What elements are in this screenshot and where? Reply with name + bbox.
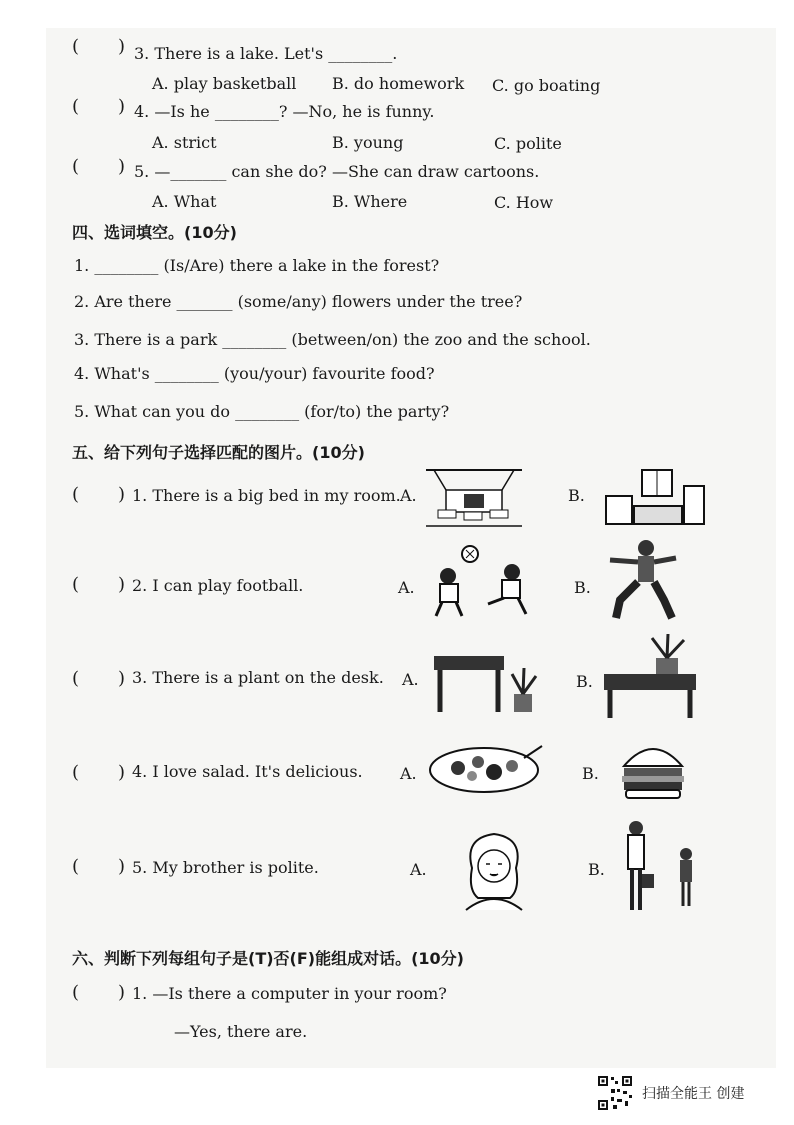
option-b: B. do homework — [332, 74, 465, 93]
fill-blank-item: 2. Are there _______ (some/any) flowers under the tree? — [74, 292, 523, 311]
choice-a-label: A. — [402, 670, 419, 689]
answer-bracket-open[interactable]: ( — [72, 762, 80, 783]
option-a: A. strict — [152, 133, 217, 152]
answer-bracket-open[interactable]: ( — [72, 36, 80, 57]
option-c: C. polite — [494, 134, 562, 153]
question-text: 4. —Is he ________? —No, he is funny. — [134, 102, 435, 121]
choice-b-label: B. — [576, 672, 593, 691]
match-sentence: 3. There is a plant on the desk. — [132, 668, 384, 687]
option-b: B. young — [332, 133, 404, 152]
man-and-boy-picture[interactable] — [616, 818, 712, 912]
answer-bracket-open[interactable]: ( — [72, 156, 80, 177]
answer-bracket-close: ) — [118, 762, 126, 783]
fill-blank-item: 4. What's ________ (you/your) favourite food? — [74, 364, 435, 383]
match-sentence: 5. My brother is polite. — [132, 858, 319, 877]
match-sentence: 2. I can play football. — [132, 576, 304, 595]
match-sentence: 1. There is a big bed in my room. — [132, 486, 401, 505]
plant-beside-desk-picture[interactable] — [432, 650, 542, 716]
answer-bracket-open[interactable]: ( — [72, 96, 80, 117]
hamburger-picture[interactable] — [620, 738, 686, 800]
choice-a-label: A. — [410, 860, 427, 879]
choice-a-label: A. — [398, 578, 415, 597]
answer-bracket-open[interactable]: ( — [72, 856, 80, 877]
answer-bracket-close: ) — [118, 668, 126, 689]
answer-bracket-open[interactable]: ( — [72, 982, 80, 1003]
section-5-heading: 五、给下列句子选择匹配的图片。(10分) — [72, 443, 365, 462]
answer-bracket-close: ) — [118, 574, 126, 595]
answer-bracket-close: ) — [118, 96, 126, 117]
fill-blank-item: 5. What can you do ________ (for/to) the party? — [74, 402, 450, 421]
question-text: 3. There is a lake. Let's ________. — [134, 44, 398, 63]
plant-on-desk-picture[interactable] — [602, 632, 698, 720]
salad-picture[interactable] — [428, 742, 544, 794]
question-text: 5. —_______ can she do? —She can draw cartoons. — [134, 162, 540, 181]
answer-bracket-open[interactable]: ( — [72, 484, 80, 505]
kungfu-man-picture[interactable] — [606, 538, 678, 622]
fill-blank-item: 3. There is a park ________ (between/on) the zoo and the school. — [74, 330, 591, 349]
answer-bracket-open[interactable]: ( — [72, 668, 80, 689]
answer-bracket-close: ) — [118, 36, 126, 57]
bedroom-picture[interactable] — [604, 466, 706, 528]
girl-picture[interactable] — [456, 828, 532, 912]
choice-b-label: B. — [588, 860, 605, 879]
choice-a-label: A. — [400, 764, 417, 783]
classroom-picture[interactable] — [424, 464, 524, 530]
answer-bracket-close: ) — [118, 982, 126, 1003]
answer-bracket-open[interactable]: ( — [72, 574, 80, 595]
answer-bracket-close: ) — [118, 856, 126, 877]
section-6-heading: 六、判断下列每组句子是(T)否(F)能组成对话。(10分) — [72, 949, 464, 968]
section-4-heading: 四、选词填空。(10分) — [72, 223, 237, 242]
dialogue-answer: —Yes, there are. — [174, 1022, 308, 1041]
qr-code-icon — [597, 1075, 633, 1111]
option-a: A. What — [152, 192, 217, 211]
fill-blank-item: 1. ________ (Is/Are) there a lake in the forest? — [74, 256, 440, 275]
kids-football-picture[interactable] — [428, 542, 536, 622]
scanner-watermark: 扫描全能王 创建 — [642, 1086, 745, 1102]
match-sentence: 4. I love salad. It's delicious. — [132, 762, 363, 781]
choice-b-label: B. — [568, 486, 585, 505]
answer-bracket-close: ) — [118, 156, 126, 177]
option-c: C. How — [494, 193, 554, 212]
option-c: C. go boating — [492, 76, 601, 95]
dialogue-question: 1. —Is there a computer in your room? — [132, 984, 447, 1003]
choice-b-label: B. — [582, 764, 599, 783]
answer-bracket-close: ) — [118, 484, 126, 505]
choice-a-label: A. — [400, 486, 417, 505]
choice-b-label: B. — [574, 578, 591, 597]
option-a: A. play basketball — [152, 74, 297, 93]
option-b: B. Where — [332, 192, 408, 211]
